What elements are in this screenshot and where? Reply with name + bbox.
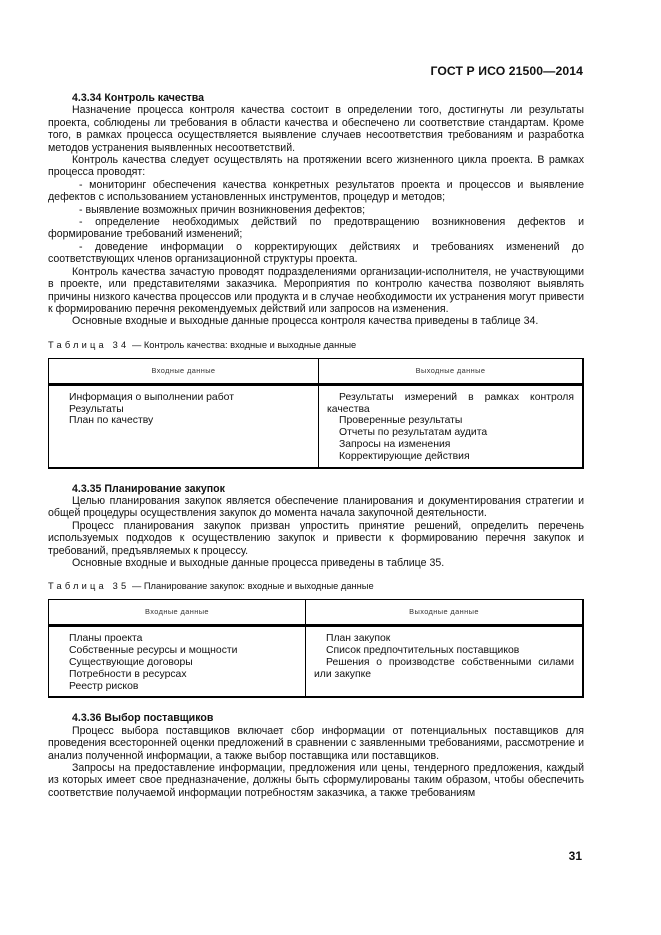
paragraph: Процесс выбора поставщиков включает сбор информации от потенциальных поставщиков для проведения всесторонней оценки предложений в сравнении с заявленными требованиями, рассмотрение и анализ полученной информации, а также выбор поставщика или поставщиков. [48,724,584,762]
output-item: Решения о производстве собственными силами или закупке [314,656,574,680]
output-item: Корректирующие действия [339,450,470,462]
paragraph: Контроль качества зачастую проводят подразделениями организации-исполнителя, не участвующими в проекте, или представителями заказчика. Мероприятия по контролю качества позволяют выявлять причины низкого качества процессов или продукта и в случае необходимости их устранения могут привести к формированию перечня рекомендуемых действий или запросов на изменения. [48,265,584,315]
section-heading: 4.3.35 Планирование закупок [72,482,225,495]
table-caption-text: — Контроль качества: входные и выходные данные [129,339,357,350]
output-item: Проверенные результаты [339,415,463,427]
list-item: - доведение информации о корректирующих действиях и требованиях изменений до соответствующих членов организационной структуры проекта. [48,240,584,266]
table-34 [48,358,584,469]
output-item: Запросы на изменения [339,438,451,450]
input-item: Собственные ресурсы и мощности [69,645,238,657]
paragraph: Основные входные и выходные данные процесса приведены в таблице 35. [72,556,445,569]
input-item: Информация о выполнении работ [69,391,234,403]
paragraph: Контроль качества следует осуществлять на протяжении всего жизненного цикла проекта. В рамках процесса проводят: [48,154,584,179]
input-item: Потребности в ресурсах [69,668,187,680]
table-caption-text: — Планирование закупок: входные и выходные данные [129,581,374,592]
inputs-cell [49,626,306,697]
table-caption-label: Таблица 35 [48,581,130,592]
section-procurement-planning [48,483,584,699]
list-item: - мониторинг обеспечения качества конкретных результатов проекта и процессов и выявление дефектов с использованием установленных инструментов, процедур и методов; [48,178,584,204]
input-item: Результаты [69,403,124,415]
paragraph: Назначение процесса контроля качества состоит в определении того, достигнуты ли результаты проекта, соблюдены ли требования в области качества и обеспечено ли соответствие стандартам. Кроме того, в рамках процесса осуществляется выявление случаев несоответствия требованиям и разработка методов устранения выявленных несоответствий. [48,104,584,154]
column-header-outputs: Выходные данные [319,358,584,384]
paragraph: Основные входные и выходные данные процесса контроля качества приведены в таблице 34. [72,315,539,328]
paragraph: Запросы на предоставление информации, предложения или цены, тендерного предложения, каждый из которых имеет свое предназначение, должны быть сформулированы таким образом, чтобы обеспечить соответствие получаемой информации потребностям заказчика, а также требованиям [48,761,584,799]
inputs-cell [49,384,319,467]
output-item: Результаты измерений в рамках контроля качества [327,391,574,415]
document-id-header: ГОСТ Р ИСО 21500—2014 [430,64,583,78]
output-item: Список предпочтительных поставщиков [326,645,520,657]
table-caption [48,580,584,592]
outputs-cell [319,384,584,467]
section-supplier-selection [48,712,584,799]
input-item: Существующие договоры [69,656,193,668]
column-header-inputs: Входные данные [49,358,319,384]
paragraph: Целью планирования закупок является обеспечение планирования и документирования стратегии и общей процедуры осуществления закупок до момента начала закупочной деятельности. [48,494,584,520]
page-number: 31 [568,849,582,863]
column-header-inputs: Входные данные [49,600,306,626]
column-header-outputs: Выходные данные [306,600,584,626]
outputs-cell [306,626,584,697]
input-item: Реестр рисков [69,680,139,692]
input-item: Планы проекта [69,633,143,645]
input-item: План по качеству [69,415,154,427]
section-heading: 4.3.36 Выбор поставщиков [72,712,214,725]
section-heading: 4.3.34 Контроль качества [72,92,204,104]
list-item: - определение необходимых действий по предотвращению возникновения дефектов и формирование требований изменений; [48,216,584,241]
output-item: Отчеты по результатам аудита [339,427,488,439]
table-35 [48,599,584,698]
table-caption [48,339,584,351]
output-item: План закупок [326,633,391,645]
list-item: - выявление возможных причин возникновения дефектов; [79,203,366,216]
paragraph: Процесс планирования закупок призван упростить принятие решений, определить перечень используемых подходов к осуществлению закупок и привести к формированию перечня закупок и требований, предъявляемых к процессу. [48,519,584,557]
page-content [48,92,584,799]
table-caption-label: Таблица 34 [48,339,130,350]
section-quality-control [48,92,584,469]
